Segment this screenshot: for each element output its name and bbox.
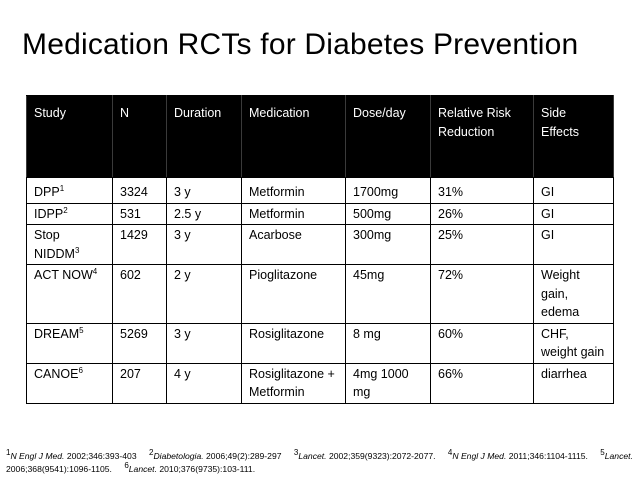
footnote-number: 2 [149, 448, 154, 458]
cell-rrr: 25% [431, 225, 534, 265]
footnote-journal: N Engl J Med. [10, 451, 65, 461]
cell-n: 531 [113, 203, 167, 225]
reference-marker: 6 [78, 365, 83, 375]
footnote [6, 448, 137, 461]
footnote-number: 3 [293, 448, 299, 458]
footnote-number: 4 [447, 448, 453, 458]
header-relative-risk-reduction: Relative Risk Reduction [431, 96, 534, 178]
cell-dose: 4mg 1000 mg [346, 363, 431, 403]
rct-table [26, 95, 614, 404]
cell-side-effects: Weight gain, edema [534, 265, 614, 324]
cell-rrr: 66% [431, 363, 534, 403]
footnote-citation: 2011;346:1104-1115. [508, 451, 588, 461]
cell-dose: 45mg [346, 265, 431, 324]
reference-marker: 3 [74, 245, 80, 255]
cell-side-effects: diarrhea [534, 363, 614, 403]
table-row [27, 178, 614, 204]
footnote-citation: 2002;346:393-403 [66, 451, 137, 461]
study-name: CANOE [34, 366, 79, 381]
header-study: Study [27, 96, 113, 178]
study-name: Stop NIDDM [34, 228, 75, 261]
cell-duration: 2.5 y [167, 203, 242, 225]
footnote-citation: 2006;368(9541):1096-1105. [6, 464, 112, 474]
cell-medication: Pioglitazone [242, 265, 346, 324]
footnote-number: 5 [600, 448, 605, 458]
cell-dose: 300mg [346, 225, 431, 265]
cell-side-effects: GI [534, 225, 614, 265]
cell-n: 207 [113, 363, 167, 403]
table-row [27, 203, 614, 225]
footnote [447, 448, 588, 461]
slide-title: Medication RCTs for Diabetes Prevention [22, 28, 579, 61]
header-medication: Medication [242, 96, 346, 178]
study-name: DREAM [34, 326, 80, 341]
footnote-number: 6 [124, 461, 129, 471]
table-row [27, 265, 614, 324]
cell-side-effects: GI [534, 178, 614, 204]
cell-study [27, 203, 113, 225]
cell-dose: 1700mg [346, 178, 431, 204]
cell-medication: Metformin [242, 178, 346, 204]
header-dose: Dose/day [346, 96, 431, 178]
cell-study [27, 363, 113, 403]
header-duration: Duration [167, 96, 242, 178]
cell-duration: 3 y [167, 225, 242, 265]
cell-duration: 4 y [167, 363, 242, 403]
table-row [27, 363, 614, 403]
cell-medication: Acarbose [242, 225, 346, 265]
cell-dose: 500mg [346, 203, 431, 225]
table-row [27, 225, 614, 265]
reference-marker: 4 [92, 266, 98, 276]
footnote-journal: Lancet. [128, 464, 157, 474]
cell-rrr: 60% [431, 323, 534, 363]
cell-medication: Metformin [242, 203, 346, 225]
reference-marker: 2 [63, 205, 68, 215]
footnote-journal: Lancet. [298, 451, 327, 461]
cell-side-effects: GI [534, 203, 614, 225]
footnote-citation: 2010;376(9735):103-111. [159, 464, 256, 474]
footnote-number: 1 [6, 448, 11, 458]
cell-n: 5269 [113, 323, 167, 363]
cell-side-effects: CHF, weight gain [534, 323, 614, 363]
footnote [124, 461, 256, 474]
cell-n: 602 [113, 265, 167, 324]
footnotes [6, 450, 634, 476]
footnote-journal: Lancet. [604, 451, 633, 461]
footnote-citation: 2002;359(9323):2072-2077. [328, 451, 436, 461]
cell-medication: Rosiglitazone [242, 323, 346, 363]
reference-marker: 1 [59, 183, 65, 193]
cell-rrr: 31% [431, 178, 534, 204]
cell-study [27, 265, 113, 324]
table-header-row [27, 96, 614, 178]
table-row [27, 323, 614, 363]
cell-study [27, 225, 113, 265]
cell-duration: 3 y [167, 178, 242, 204]
footnote [149, 448, 282, 461]
reference-marker: 5 [79, 325, 84, 335]
cell-n: 3324 [113, 178, 167, 204]
cell-duration: 2 y [167, 265, 242, 324]
study-name: IDPP [34, 206, 64, 221]
footnote [293, 448, 436, 461]
header-side-effects: Side Effects [534, 96, 614, 178]
footnote-journal: Diabetologia. [153, 451, 204, 461]
cell-medication: Rosiglitazone + Metformin [242, 363, 346, 403]
footnote-journal: N Engl J Med. [452, 451, 507, 461]
cell-dose: 8 mg [346, 323, 431, 363]
cell-n: 1429 [113, 225, 167, 265]
cell-rrr: 72% [431, 265, 534, 324]
cell-study [27, 178, 113, 204]
header-n: N [113, 96, 167, 178]
cell-rrr: 26% [431, 203, 534, 225]
cell-duration: 3 y [167, 323, 242, 363]
study-name: ACT NOW [34, 268, 93, 282]
rct-table-container [26, 95, 613, 404]
cell-study [27, 323, 113, 363]
footnote-citation: 2006;49(2):289-297 [206, 451, 282, 461]
study-name: DPP [34, 185, 60, 199]
